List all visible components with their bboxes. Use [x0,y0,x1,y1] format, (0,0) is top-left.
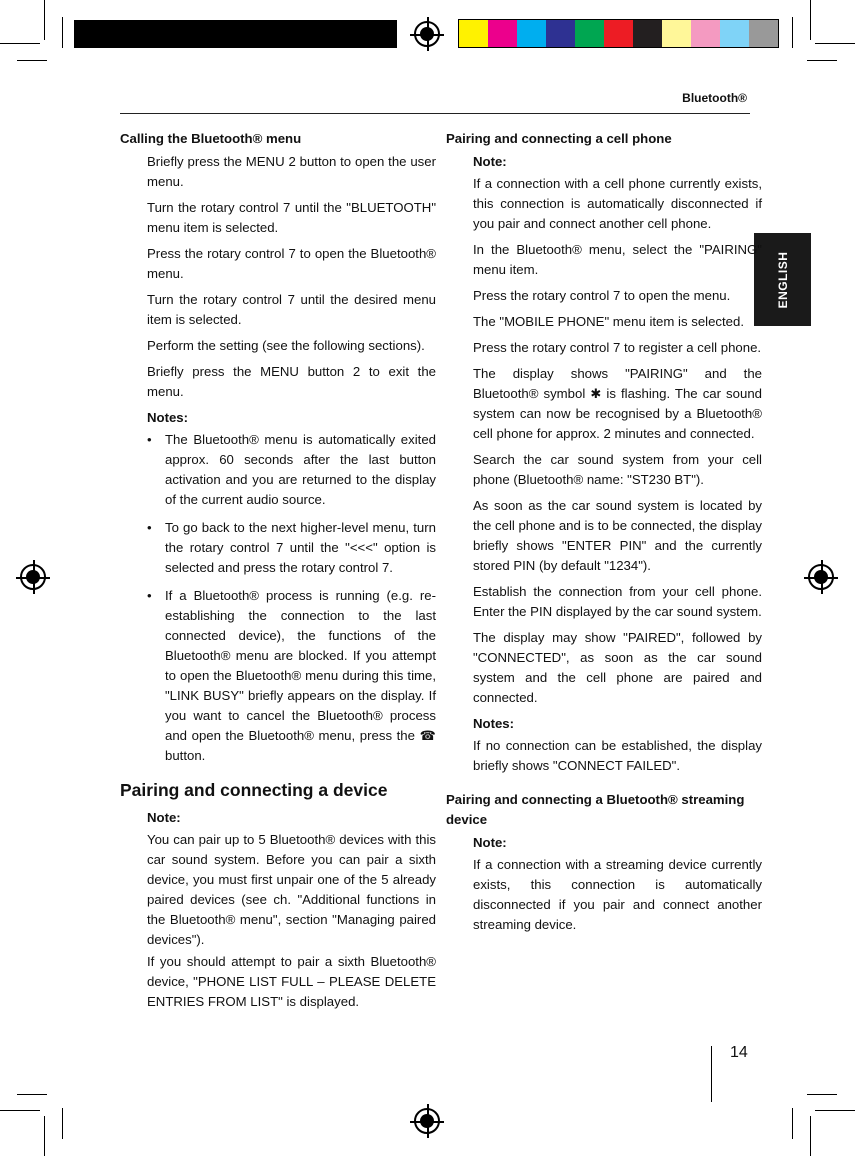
paragraph: Turn the rotary control 7 until the "BLUETOOTH" menu item is selected. [147,200,436,235]
section-heading: Calling the Bluetooth® menu [120,131,302,146]
paragraph: If a connection with a streaming device currently exists, this connection is automatically disconnected if you pair and connect another streaming device. [473,857,762,932]
notes-label: Notes: [473,716,515,731]
page-number-rule [711,1046,712,1102]
crop-mark [815,43,855,44]
crop-mark [810,1116,811,1156]
crop-mark [815,1110,855,1111]
section-heading: Pairing and connecting a cell phone [446,131,672,146]
paragraph: Turn the rotary control 7 until the desired menu item is selected. [147,292,436,327]
note-label: Note: [147,810,181,825]
color-swatch [633,20,662,47]
registration-mark-icon [414,21,440,47]
note-label: Note: [473,154,507,169]
list-item: • If a Bluetooth® process is running (e.g. re-establishing the connection to the last connected device), the functions of the Bluetooth® menu are blocked. If you attempt to open the Bluetooth® menu during this time, "LINK BUSY" briefly appears on the display. If you want to cancel the Bluetooth® process and open the Bluetooth® menu, press the ☎ button. [165,586,436,766]
crop-mark [44,1116,45,1156]
paragraph: Briefly press the MENU 2 button to open the user menu. [147,154,436,189]
list-item: • To go back to the next higher-level menu, turn the rotary control 7 until the "<<<" option is selected and press the rotary control 7. [165,518,436,578]
print-density-bar [74,20,397,48]
note-label: Note: [473,835,507,850]
color-swatch [546,20,575,47]
color-swatch [459,20,488,47]
paragraph: You can pair up to 5 Bluetooth® devices with this car sound system. Before you can pair a sixth device, you must first unpair one of the 5 already paired devices (see ch. "Additional functions in the Bluetooth® menu", section "Managing paired devices"). [147,832,436,947]
language-tab [754,233,811,326]
color-swatch [662,20,691,47]
color-swatch [691,20,720,47]
registration-mark-icon [414,1108,440,1134]
section-title: Pairing and connecting a device [120,780,388,800]
crop-mark [810,0,811,40]
paragraph: Press the rotary control 7 to register a cell phone. [473,340,762,355]
color-swatch [488,20,517,47]
paragraph: Press the rotary control 7 to open the Bluetooth® menu. [147,246,436,281]
color-swatch [517,20,546,47]
color-swatch [720,20,749,47]
language-tab-label: ENGLISH [775,251,790,308]
registration-mark-icon [808,564,834,590]
crop-mark [0,43,40,44]
crop-mark [17,60,47,61]
paragraph: As soon as the car sound system is located by the cell phone and is to be connected, the display briefly shows "ENTER PIN" and the currently stored PIN (by default "1234"). [473,498,762,573]
crop-mark [807,1094,837,1095]
notes-label: Notes: [147,410,189,425]
paragraph: Briefly press the MENU button 2 to exit the menu. [147,364,436,399]
paragraph: The "MOBILE PHONE" menu item is selected. [473,314,745,329]
paragraph: Perform the setting (see the following sections). [147,338,425,353]
paragraph: If no connection can be established, the display briefly shows "CONNECT FAILED". [473,738,762,773]
crop-mark [44,0,45,40]
paragraph: If you should attempt to pair a sixth Bluetooth® device, "PHONE LIST FULL – PLEASE DELETE ENTRIES FROM LIST" is displayed. [147,954,436,1009]
paragraph: Search the car sound system from your cell phone (Bluetooth® name: "ST230 BT"). [473,452,762,487]
crop-mark [792,17,793,48]
section-heading: Pairing and connecting a Bluetooth® streaming device [446,792,745,827]
paragraph: Establish the connection from your cell phone. Enter the PIN displayed by the car sound system. [473,584,762,619]
paragraph: The display may show "PAIRED", followed by "CONNECTED", as soon as the car sound system and the cell phone are paired and connected. [473,630,762,705]
crop-mark [62,1108,63,1139]
paragraph: The display shows "PAIRING" and the Bluetooth® symbol ✱ is flashing. The car sound system can now be recognised by a Bluetooth® cell phone for approx. 2 minutes and connected. [473,366,762,441]
crop-mark [17,1094,47,1095]
header-rule [120,113,750,114]
page-number: 14 [730,1044,748,1061]
paragraph: In the Bluetooth® menu, select the "PAIRING" menu item. [473,242,762,277]
color-swatch-strip [458,19,779,48]
list-item: • The Bluetooth® menu is automatically exited approx. 60 seconds after the last button activation and you are returned to the display of the current audio source. [165,430,436,510]
color-swatch [575,20,604,47]
crop-mark [792,1108,793,1139]
registration-mark-icon [20,564,46,590]
paragraph: Press the rotary control 7 to open the menu. [473,288,731,303]
color-swatch [604,20,633,47]
crop-mark [807,60,837,61]
color-swatch [749,20,778,47]
crop-mark [62,17,63,48]
paragraph: If a connection with a cell phone currently exists, this connection is automatically disconnected if you pair and connect another cell phone. [473,176,762,231]
running-header: Bluetooth® [682,91,747,105]
right-column [446,129,762,941]
crop-mark [0,1110,40,1111]
left-column [120,129,436,1018]
